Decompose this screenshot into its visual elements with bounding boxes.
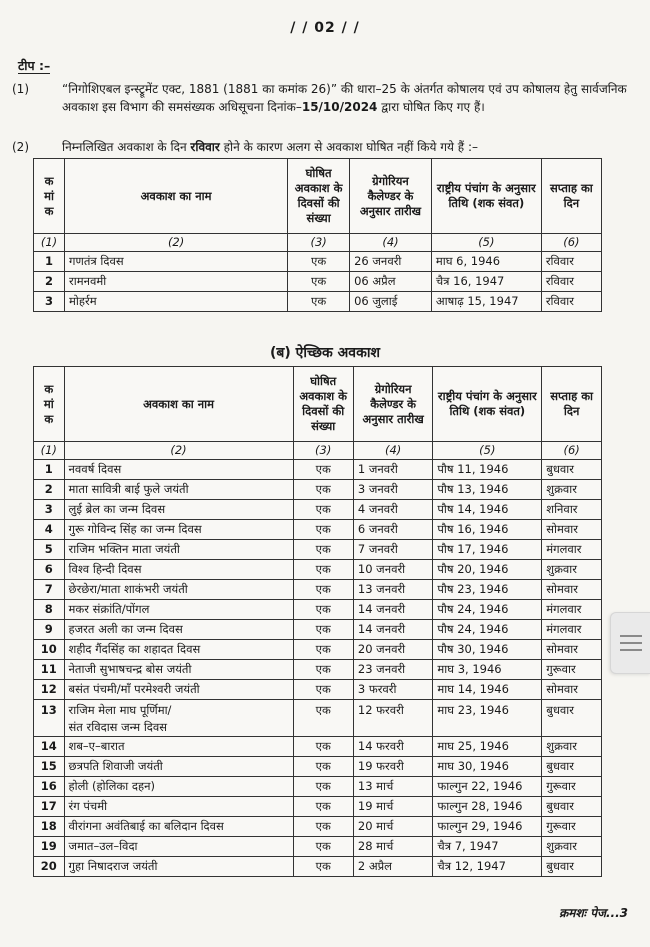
- cell-count: एक: [293, 480, 353, 500]
- note-2-text-post: होने के कारण अलग से अवकाश घोषित नहीं किये गये हैं :–: [219, 140, 478, 154]
- cell-name: छत्रपति शिवाजी जयंती: [64, 757, 293, 777]
- index-cell: (3): [288, 234, 350, 252]
- cell-national: माघ 23, 1946: [433, 700, 542, 737]
- cell-national: फाल्गुन 29, 1946: [433, 817, 542, 837]
- cell-serial: 20: [34, 857, 65, 877]
- header-national: राष्ट्रीय पंचांग के अनुसार तिथि (शक संवत): [431, 159, 541, 234]
- cell-day: सोमवार: [542, 640, 602, 660]
- cell-name-line2: संत रविदास जन्म दिवस: [68, 720, 168, 734]
- table-row: [34, 252, 602, 272]
- cell-day: मंगलवार: [542, 600, 602, 620]
- cell-count: एक: [293, 700, 353, 737]
- cell-gregorian: 14 जनवरी: [353, 620, 433, 640]
- menu-line: [620, 642, 642, 644]
- index-cell: (4): [353, 442, 433, 460]
- index-cell: (5): [431, 234, 541, 252]
- cell-national: पौष 20, 1946: [433, 560, 542, 580]
- cell-count: एक: [288, 272, 350, 292]
- cell-gregorian: 19 फरवरी: [353, 757, 433, 777]
- cell-gregorian: 1 जनवरी: [353, 460, 433, 480]
- cell-gregorian: 06 अप्रैल: [350, 272, 432, 292]
- cell-count: एक: [293, 857, 353, 877]
- cell-gregorian: 20 जनवरी: [353, 640, 433, 660]
- cell-national: पौष 23, 1946: [433, 580, 542, 600]
- cell-serial: 5: [34, 540, 65, 560]
- cell-serial: 11: [34, 660, 65, 680]
- cell-gregorian: 28 मार्च: [353, 837, 433, 857]
- cell-day: बुधवार: [542, 700, 602, 737]
- header-name: अवकाश का नाम: [65, 159, 288, 234]
- menu-line: [620, 635, 642, 637]
- note-1-date: 15/10/2024: [301, 100, 378, 114]
- menu-line: [620, 649, 642, 651]
- cell-count: एक: [293, 640, 353, 660]
- cell-national: आषाढ़ 15, 1947: [431, 292, 541, 312]
- cell-gregorian: 10 जनवरी: [353, 560, 433, 580]
- cell-national: पौष 16, 1946: [433, 520, 542, 540]
- cell-national: माघ 30, 1946: [433, 757, 542, 777]
- index-cell: (1): [34, 442, 65, 460]
- table-row: [34, 292, 602, 312]
- note-2-bold-word: रविवार: [190, 140, 220, 154]
- cell-day: बुधवार: [542, 460, 602, 480]
- cell-name: रामनवमी: [65, 272, 288, 292]
- note-1-text-post: द्वारा घोषित किए गए हैं।: [377, 100, 485, 114]
- cell-national: पौष 24, 1946: [433, 620, 542, 640]
- cell-gregorian: 3 फरवरी: [353, 680, 433, 700]
- cell-name: वीरांगना अवंतिबाई का बलिदान दिवस: [64, 817, 293, 837]
- cell-day: गुरूवार: [542, 817, 602, 837]
- cell-count: एक: [293, 620, 353, 640]
- cell-name: होली (होलिका दहन): [64, 777, 293, 797]
- cell-count: एक: [293, 737, 353, 757]
- cell-name: माता सावित्री बाई फुले जयंती: [64, 480, 293, 500]
- cell-gregorian: 13 मार्च: [353, 777, 433, 797]
- cell-count: एक: [293, 500, 353, 520]
- cell-national: पौष 17, 1946: [433, 540, 542, 560]
- cell-day: सोमवार: [542, 580, 602, 600]
- cell-name: रंग पंचमी: [64, 797, 293, 817]
- cell-gregorian: 06 जुलाई: [350, 292, 432, 312]
- continued-footer: क्रमशः पेज...3: [559, 906, 628, 920]
- note-2: [12, 138, 632, 156]
- cell-name: गुहा निषादराज जयंती: [64, 857, 293, 877]
- cell-serial: 9: [34, 620, 65, 640]
- cell-serial: 15: [34, 757, 65, 777]
- cell-count: एक: [293, 680, 353, 700]
- table-row: [34, 580, 602, 600]
- cell-day: सोमवार: [542, 680, 602, 700]
- table-row: [34, 460, 602, 480]
- optional-holidays-table: [33, 366, 602, 877]
- cell-name: राजिम भक्तिन माता जयंती: [64, 540, 293, 560]
- cell-day: शुक्रवार: [542, 837, 602, 857]
- table-row: [34, 680, 602, 700]
- table-row: [34, 797, 602, 817]
- index-cell: (1): [34, 234, 65, 252]
- cell-count: एक: [293, 560, 353, 580]
- index-cell: (5): [433, 442, 542, 460]
- header-count: घोषित अवकाश के दिवसों की संख्या: [288, 159, 350, 234]
- cell-serial: 19: [34, 837, 65, 857]
- cell-gregorian: 3 जनवरी: [353, 480, 433, 500]
- note-1: [12, 80, 632, 116]
- page-number: / / 02 / /: [290, 20, 360, 36]
- cell-name-line1: राजिम मेला माघ पूर्णिमा/: [68, 703, 172, 717]
- index-cell: (6): [542, 442, 602, 460]
- cell-serial: 8: [34, 600, 65, 620]
- cell-gregorian: 13 जनवरी: [353, 580, 433, 600]
- index-cell: (2): [65, 234, 288, 252]
- cell-serial: 10: [34, 640, 65, 660]
- table-row: [34, 560, 602, 580]
- cell-serial: 2: [34, 480, 65, 500]
- cell-day: सोमवार: [542, 520, 602, 540]
- cell-serial: 1: [34, 460, 65, 480]
- cell-national: पौष 11, 1946: [433, 460, 542, 480]
- note-2-text-pre: निम्नलिखित अवकाश के दिन: [62, 140, 191, 154]
- table-row: [34, 640, 602, 660]
- header-day: सप्ताह का दिन: [542, 367, 602, 442]
- cell-gregorian: 6 जनवरी: [353, 520, 433, 540]
- index-cell: (4): [350, 234, 432, 252]
- cell-count: एक: [293, 817, 353, 837]
- header-national: राष्ट्रीय पंचांग के अनुसार तिथि (शक संवत): [433, 367, 542, 442]
- cell-gregorian: 19 मार्च: [353, 797, 433, 817]
- cell-day: रविवार: [541, 272, 601, 292]
- note-1-text: [62, 80, 632, 116]
- table-row: [34, 857, 602, 877]
- cell-gregorian: 12 फरवरी: [353, 700, 433, 737]
- cell-name: नेताजी सुभाषचन्द्र बोस जयंती: [64, 660, 293, 680]
- cell-serial: 3: [34, 500, 65, 520]
- cell-name: [64, 700, 293, 737]
- cell-count: एक: [293, 460, 353, 480]
- cell-count: एक: [288, 252, 350, 272]
- cell-serial: 7: [34, 580, 65, 600]
- table-row: [34, 600, 602, 620]
- index-cell: (6): [541, 234, 601, 252]
- header-gregorian: ग्रेगोरियन कैलेण्डर के अनुसार तारीख: [353, 367, 433, 442]
- table-row: [34, 540, 602, 560]
- header-serial: क मां क: [34, 367, 65, 442]
- index-cell: (3): [293, 442, 353, 460]
- cell-day: बुधवार: [542, 757, 602, 777]
- cell-national: माघ 3, 1946: [433, 660, 542, 680]
- table-header-row: [34, 367, 602, 442]
- cell-national: चैत्र 7, 1947: [433, 837, 542, 857]
- tip-heading: [18, 57, 50, 74]
- note-1-number: (1): [12, 82, 29, 96]
- cell-name: बसंत पंचमी/माँ परमेश्वरी जयंती: [64, 680, 293, 700]
- cell-count: एक: [293, 797, 353, 817]
- table-row: [34, 777, 602, 797]
- table-row: [34, 700, 602, 737]
- cell-day: बुधवार: [542, 797, 602, 817]
- cell-name: जमात–उल–विदा: [64, 837, 293, 857]
- cell-national: माघ 25, 1946: [433, 737, 542, 757]
- cell-gregorian: 23 जनवरी: [353, 660, 433, 680]
- table-row: [34, 737, 602, 757]
- cell-gregorian: 20 मार्च: [353, 817, 433, 837]
- cell-serial: 1: [34, 252, 65, 272]
- cell-day: रविवार: [541, 252, 601, 272]
- header-count: घोषित अवकाश के दिवसों की संख्या: [293, 367, 353, 442]
- cell-national: पौष 30, 1946: [433, 640, 542, 660]
- cell-national: माघ 14, 1946: [433, 680, 542, 700]
- table-row: [34, 480, 602, 500]
- cell-day: बुधवार: [542, 857, 602, 877]
- hamburger-menu-icon[interactable]: [610, 612, 650, 674]
- section-b-title: (ब) ऐच्छिक अवकाश: [269, 345, 380, 361]
- header-day: सप्ताह का दिन: [541, 159, 601, 234]
- cell-gregorian: 7 जनवरी: [353, 540, 433, 560]
- cell-count: एक: [288, 292, 350, 312]
- table-row: [34, 660, 602, 680]
- cell-count: एक: [293, 600, 353, 620]
- cell-serial: 4: [34, 520, 65, 540]
- cell-gregorian: 2 अप्रैल: [353, 857, 433, 877]
- cell-serial: 17: [34, 797, 65, 817]
- cell-name: लुई ब्रेल का जन्म दिवस: [64, 500, 293, 520]
- cell-day: शनिवार: [542, 500, 602, 520]
- cell-day: शुक्रवार: [542, 480, 602, 500]
- note-1-text-pre: “निगोशिएबल इन्स्ट्रूमेंट एक्ट, 1881 (1881 का कमांक 26)” की धारा–25 के अंतर्गत कोषालय एवं उप कोषालय हेतु सार्वजनिक अवकाश इस विभाग की समसंख्यक अधिसूचना दिनांक–: [62, 82, 627, 114]
- cell-national: पौष 24, 1946: [433, 600, 542, 620]
- cell-day: शुक्रवार: [542, 737, 602, 757]
- cell-gregorian: 4 जनवरी: [353, 500, 433, 520]
- cell-count: एक: [293, 540, 353, 560]
- cell-day: गुरूवार: [542, 660, 602, 680]
- cell-serial: 18: [34, 817, 65, 837]
- cell-day: मंगलवार: [542, 540, 602, 560]
- cell-count: एक: [293, 757, 353, 777]
- table-row: [34, 620, 602, 640]
- cell-name: मकर संक्रांति/पोंगल: [64, 600, 293, 620]
- note-2-number: (2): [12, 140, 29, 154]
- cell-name: शहीद गैंदसिंह का शहादत दिवस: [64, 640, 293, 660]
- cell-serial: 14: [34, 737, 65, 757]
- header-serial: क मां क: [34, 159, 65, 234]
- cell-name: विश्व हिन्दी दिवस: [64, 560, 293, 580]
- cell-serial: 12: [34, 680, 65, 700]
- table-row: [34, 837, 602, 857]
- table-row: [34, 757, 602, 777]
- cell-count: एक: [293, 520, 353, 540]
- cell-national: फाल्गुन 22, 1946: [433, 777, 542, 797]
- cell-gregorian: 14 फरवरी: [353, 737, 433, 757]
- cell-national: फाल्गुन 28, 1946: [433, 797, 542, 817]
- cell-serial: 16: [34, 777, 65, 797]
- table-row: [34, 272, 602, 292]
- cell-serial: 2: [34, 272, 65, 292]
- cell-national: पौष 13, 1946: [433, 480, 542, 500]
- cell-day: रविवार: [541, 292, 601, 312]
- table-row: [34, 500, 602, 520]
- cell-day: मंगलवार: [542, 620, 602, 640]
- cell-gregorian: 14 जनवरी: [353, 600, 433, 620]
- cell-national: माघ 6, 1946: [431, 252, 541, 272]
- header-gregorian: ग्रेगोरियन कैलेण्डर के अनुसार तारीख: [350, 159, 432, 234]
- index-cell: (2): [64, 442, 293, 460]
- cell-name: गणतंत्र दिवस: [65, 252, 288, 272]
- cell-gregorian: 26 जनवरी: [350, 252, 432, 272]
- sunday-holidays-table: [33, 158, 602, 312]
- cell-count: एक: [293, 660, 353, 680]
- table-header-row: [34, 159, 602, 234]
- cell-count: एक: [293, 580, 353, 600]
- column-index-row: [34, 442, 602, 460]
- cell-name: छेरछेरा/माता शाकंभरी जयंती: [64, 580, 293, 600]
- cell-day: गुरूवार: [542, 777, 602, 797]
- cell-name: मोहर्रम: [65, 292, 288, 312]
- header-name: अवकाश का नाम: [64, 367, 293, 442]
- table-row: [34, 520, 602, 540]
- tip-label: टीप :–: [18, 58, 51, 73]
- cell-day: शुक्रवार: [542, 560, 602, 580]
- cell-serial: 6: [34, 560, 65, 580]
- cell-national: पौष 14, 1946: [433, 500, 542, 520]
- cell-name: नववर्ष दिवस: [64, 460, 293, 480]
- cell-name: शब–ए–बारात: [64, 737, 293, 757]
- column-index-row: [34, 234, 602, 252]
- cell-count: एक: [293, 837, 353, 857]
- cell-name: हजरत अली का जन्म दिवस: [64, 620, 293, 640]
- cell-national: चैत्र 12, 1947: [433, 857, 542, 877]
- cell-name: गुरू गोविन्द सिंह का जन्म दिवस: [64, 520, 293, 540]
- table-row: [34, 817, 602, 837]
- note-2-text: [62, 138, 632, 156]
- cell-serial: 13: [34, 700, 65, 737]
- cell-count: एक: [293, 777, 353, 797]
- cell-serial: 3: [34, 292, 65, 312]
- cell-national: चैत्र 16, 1947: [431, 272, 541, 292]
